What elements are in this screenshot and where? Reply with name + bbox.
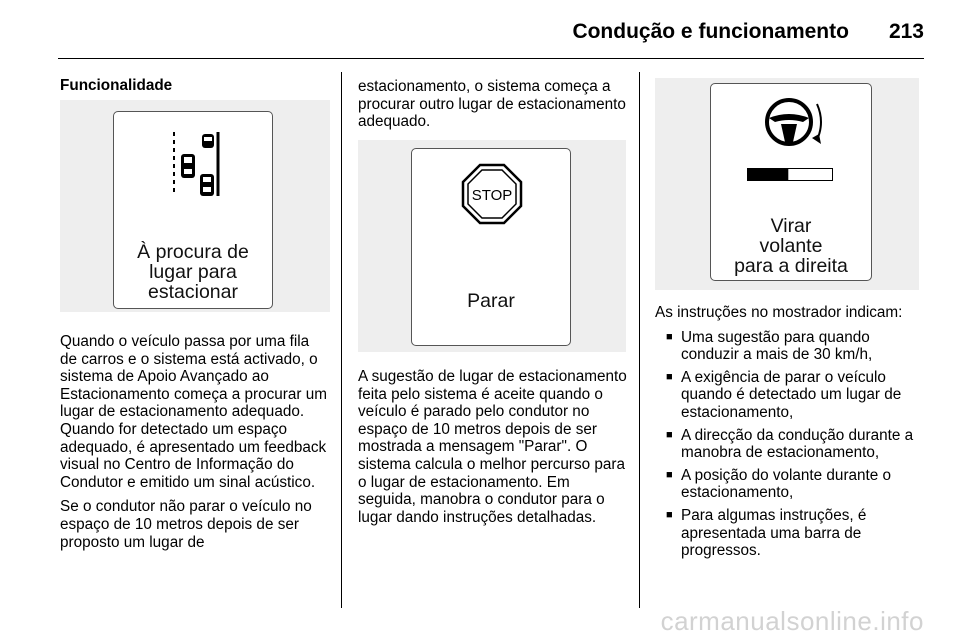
figure-stop <box>358 140 626 352</box>
header-divider <box>58 58 924 59</box>
watermark: carmanualsonline.info <box>660 606 924 636</box>
column-1 <box>60 77 330 95</box>
list-item: ■ Para algumas instruções, é apresentada uma barra de progressos. <box>655 507 923 560</box>
stop-sign-icon <box>461 163 523 225</box>
header-title: Condução e funcionamento <box>572 20 849 43</box>
column-divider-2 <box>639 72 640 608</box>
column-3-text <box>655 304 923 565</box>
section-title: Funcionalidade <box>60 77 173 94</box>
paragraph: Se o condutor não parar o veículo no espaço de 10 metros depois de ser proposto um lugar de <box>60 498 312 551</box>
list-item: ■ A posição do volante durante o estacionamento, <box>655 467 923 502</box>
instruction-list <box>655 329 923 560</box>
paragraph: Quando o veículo passa por uma fila de carros e o sistema está activado, o sistema de Apoio Avançado ao Estacionamento começa a procurar um lugar de estacionamento adequado. Quando for detectado um espaço adequado, é apresentado um feedback visual no Centro de Informação do Condutor e emitido um sinal acústico. <box>60 333 327 491</box>
progress-bar <box>747 168 833 182</box>
intro-text: As instruções no mostrador indicam: <box>655 304 903 321</box>
page-header <box>572 20 924 44</box>
list-item: ■ A direcção da condução durante a manobra de estacionamento, <box>655 427 923 462</box>
list-item: ■ Uma sugestão para quando conduzir a mais de 30 km/h, <box>655 329 923 364</box>
display-panel <box>411 148 571 346</box>
progress-fill <box>748 169 789 181</box>
display-panel <box>710 83 872 281</box>
column-divider-1 <box>341 72 342 608</box>
page-number: 213 <box>888 20 924 43</box>
paragraph: estacionamento, o sistema começa a procurar outro lugar de estacionamento adequado. <box>358 78 626 131</box>
display-panel <box>113 111 273 309</box>
steering-wheel-icon <box>763 94 827 152</box>
figure-caption: Parar <box>467 290 515 312</box>
parking-search-icon <box>164 126 229 198</box>
paragraph: A sugestão de lugar de estacionamento feita pelo sistema é aceite quando o veículo é parado pelo condutor no espaço de 10 metros depois de ser mostrada a mensagem "Parar". O sistema calcula o melhor percurso para o lugar de estacionamento. Em seguida, manobra o condutor para o lugar dando instruções detalhadas. <box>358 368 627 526</box>
figure-parking-search <box>60 100 330 312</box>
figure-steering <box>655 78 919 290</box>
column-2-text-top <box>358 78 628 138</box>
figure-caption: Virar volante para a direita <box>734 215 848 277</box>
stop-sign-text: STOP <box>471 187 513 204</box>
figure-caption: À procura de lugar para estacionar <box>137 241 249 303</box>
column-1-text <box>60 333 330 558</box>
list-item: ■ A exigência de parar o veículo quando é detectado um lugar de estacionamento, <box>655 369 923 422</box>
column-2-text-bottom <box>358 368 630 533</box>
